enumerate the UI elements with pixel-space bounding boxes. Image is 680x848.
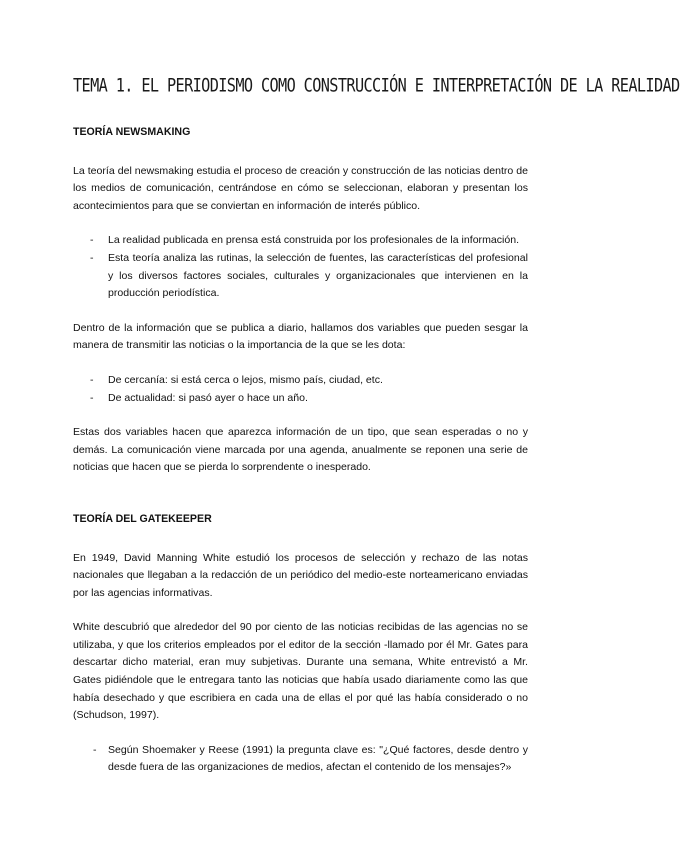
list-item: - Según Shoemaker y Reese (1991) la pregunta clave es: "¿Qué factores, desde dentro y desde fuera de las organizaciones de medios, afectan el contenido de los mensajes?» xyxy=(93,743,528,774)
list-item: - La realidad publicada en prensa está construida por los profesionales de la información. xyxy=(90,234,519,247)
newsmaking-intro-paragraph: La teoría del newsmaking estudia el proceso de creación y construcción de las noticias dentro de los medios de comunicación, centrándose en cómo se seleccionan, elaboran y presentan los acontecimientos para que se conviertan en información de interés público. xyxy=(73,164,528,212)
agenda-paragraph: Estas dos variables hacen que aparezca información de un tipo, que sean esperadas o no y demás. La comunicación viene marcada por una agenda, anualmente se reponen una serie de noticias que hacen que se pierda lo sorprendente o inesperado. xyxy=(73,426,528,474)
section-heading-newsmaking: TEORÍA NEWSMAKING xyxy=(73,126,191,138)
gatekeeper-bullet-list xyxy=(73,742,528,777)
list-item: - Esta teoría analiza las rutinas, la selección de fuentes, las características del profesional y los diversos factores sociales, culturales y organizacionales que intervienen en la producción periodística. xyxy=(90,251,528,300)
gatekeeper-paragraph-1: En 1949, David Manning White estudió los procesos de selección y rechazo de las notas nacionales que llegaban a la redacción de un periódico del medio-este norteamericano enviadas por las agencias informativas. xyxy=(73,551,528,599)
variables-paragraph: Dentro de la información que se publica a diario, hallamos dos variables que pueden sesgar la manera de transmitir las noticias o la importancia de la que se les dota: xyxy=(73,321,528,352)
document-body xyxy=(73,124,528,777)
section-heading-gatekeeper: TEORÍA DEL GATEKEEPER xyxy=(73,512,212,525)
gatekeeper-paragraph-2: White descubrió que alrededor del 90 por ciento de las noticias recibidas de las agencias no se utilizaba, y que los criterios empleados por el editor de la sección -llamado por él Mr. Gates para descartar dicho material, eran muy subjetivas. Durante una semana, White entrevistó a Mr. Gates pidiéndole que le entregara tanto las noticias que había usado diariamente como las que había desechado y que escribiera en cada una de ellas el por qué las había considerado o no (Schudson, 1997). xyxy=(73,621,528,722)
newsmaking-bullet-list xyxy=(73,232,528,302)
document-title: TEMA 1. EL PERIODISMO COMO CONSTRUCCIÓN E INTERPRETACIÓN DE LA REALIDAD xyxy=(73,74,680,97)
variables-list xyxy=(73,372,528,407)
list-item: - De cercanía: si está cerca o lejos, mismo país, ciudad, etc. xyxy=(90,373,383,386)
list-item: - De actualidad: si pasó ayer o hace un año. xyxy=(90,391,308,404)
